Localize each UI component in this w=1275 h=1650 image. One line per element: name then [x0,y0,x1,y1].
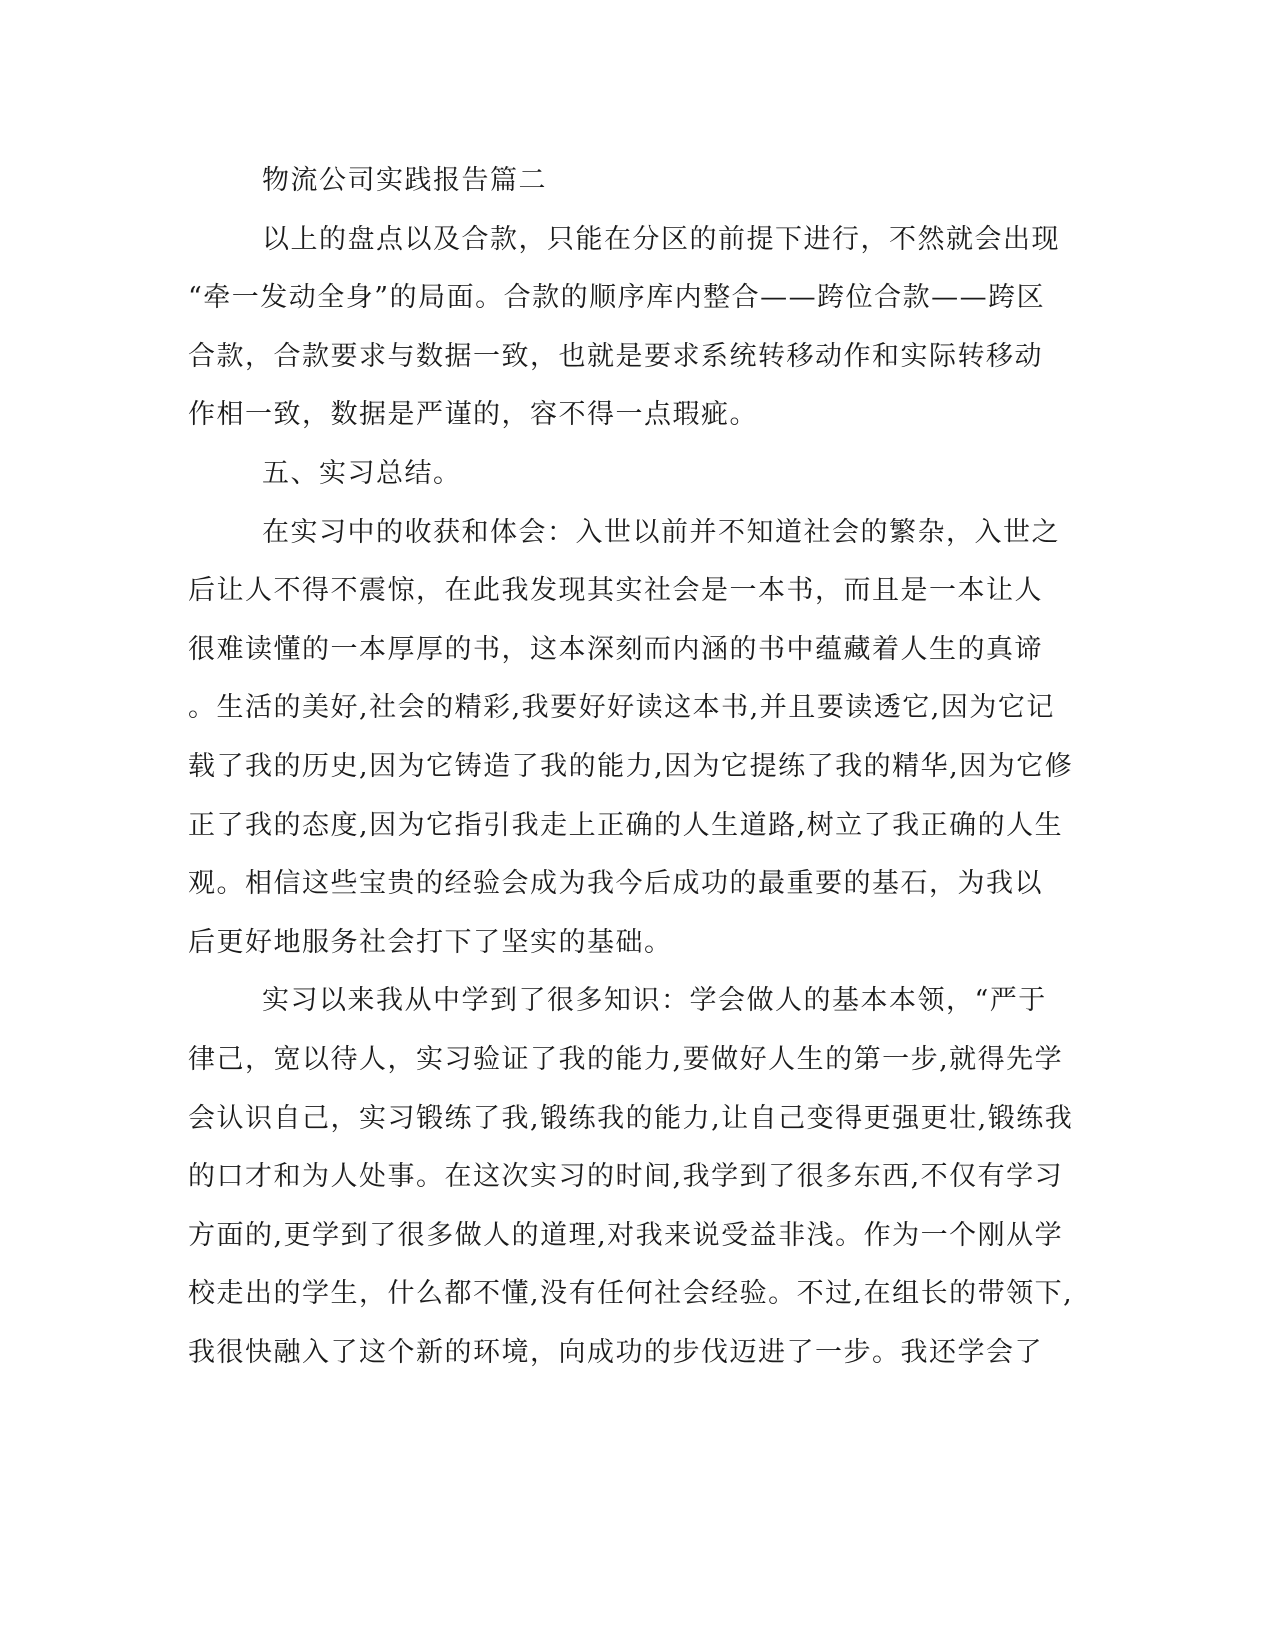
paragraph-line: 实习以来我从中学到了很多知识：学会做人的基本本领，“严于 [262,985,1047,1016]
paragraph-line: 合款，合款要求与数据一致，也就是要求系统转移动作和实际转移动 [188,341,1043,372]
paragraph-line: 我很快融入了这个新的环境，向成功的步伐迈进了一步。我还学会了 [188,1337,1043,1368]
paragraph-line: 律己，宽以待人，实习验证了我的能力,要做好人生的第一步,就得先学 [188,1044,1064,1075]
paragraph-line: 以上的盘点以及合款，只能在分区的前提下进行，不然就会出现 [262,224,1060,255]
paragraph-line: 后让人不得不震惊，在此我发现其实社会是一本书，而且是一本让人 [188,575,1043,606]
paragraph-line: 作相一致，数据是严谨的，容不得一点瑕疵。 [188,399,758,430]
section-heading: 物流公司实践报告篇二 [262,165,547,196]
paragraph-line: 校走出的学生，什么都不懂,没有任何社会经验。不过,在组长的带领下, [188,1278,1074,1309]
paragraph-line: “牵一发动全身”的局面。合款的顺序库内整合——跨位合款——跨区 [188,282,1046,313]
paragraph-line: 正了我的态度,因为它指引我走上正确的人生道路,树立了我正确的人生 [188,810,1064,841]
paragraph-line: 后更好地服务社会打下了坚实的基础。 [188,927,673,958]
paragraph-line: 会认识自己，实习锻练了我,锻练我的能力,让自己变得更强更壮,锻练我 [188,1103,1074,1134]
paragraph-line: 的口才和为人处事。在这次实习的时间,我学到了很多东西,不仅有学习 [188,1161,1064,1192]
section-heading: 五、实习总结。 [262,458,462,489]
paragraph-line: 在实习中的收获和体会：入世以前并不知道社会的繁杂，入世之 [262,517,1060,548]
paragraph-line: 载了我的历史,因为它铸造了我的能力,因为它提练了我的精华,因为它修 [188,751,1074,782]
paragraph-line: 。生活的美好,社会的精彩,我要好好读这本书,并且要读透它,因为它记 [188,692,1055,723]
paragraph-line: 观。相信这些宝贵的经验会成为我今后成功的最重要的基石，为我以 [188,868,1043,899]
paragraph-line: 很难读懂的一本厚厚的书，这本深刻而内涵的书中蕴藏着人生的真谛 [188,634,1043,665]
paragraph-line: 方面的,更学到了很多做人的道理,对我来说受益非浅。作为一个刚从学 [188,1220,1064,1251]
